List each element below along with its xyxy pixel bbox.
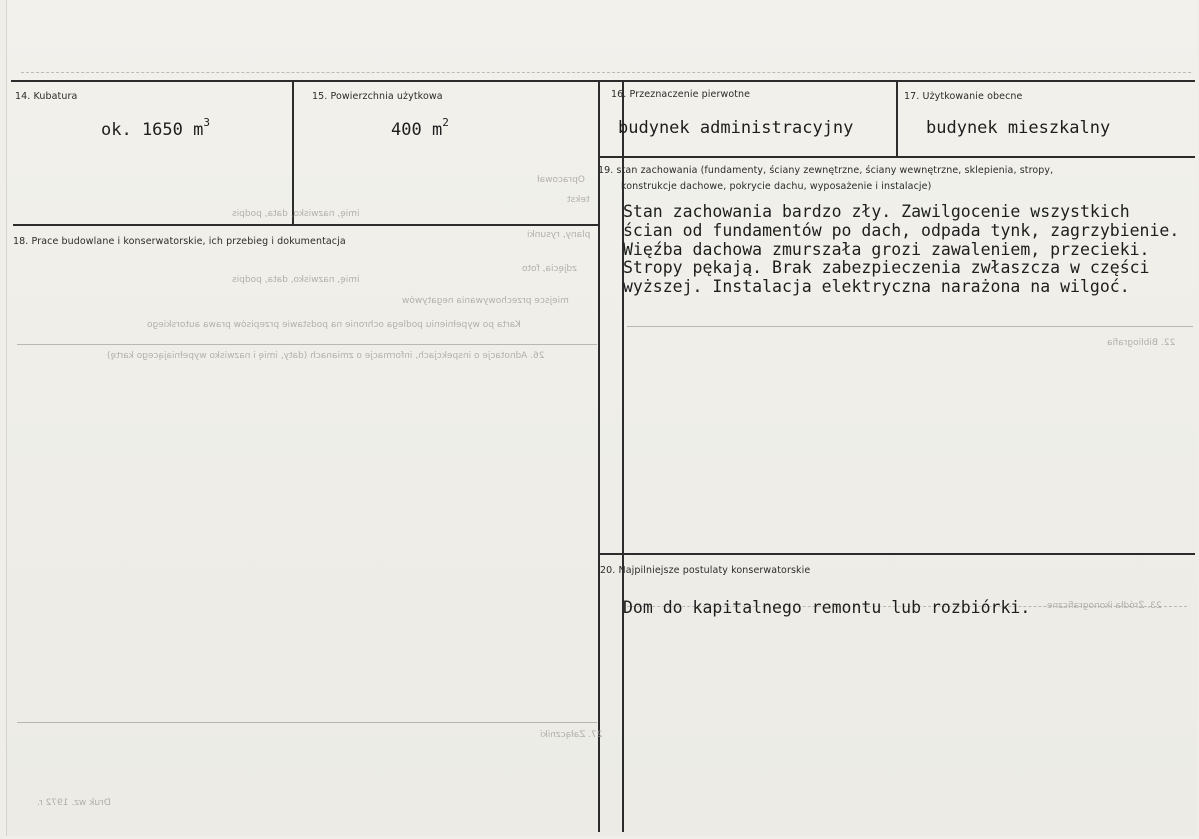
ghost-zdjecia: zdjęcia, foto [522,264,577,274]
rule-above-18 [13,224,598,226]
faint-line-19 [627,326,1193,327]
record-card [6,0,1197,836]
ghost-druk-wzor: Druk wz. 1972 r. [37,798,111,808]
kubatura-label: 14. Kubatura [15,91,78,102]
divider-14-15 [292,81,294,225]
ghost-zalaczniki: 27. Załączniki [540,730,603,740]
ghost-plany: plany, rysunki [527,230,591,240]
prace-label: 18. Prace budowlane i konserwatorskie, ich przebieg i dokumentacja [13,236,346,247]
przeznaczenie-label: 16. Przeznaczenie pierwotne [611,89,751,100]
ghost-bibliografia: 22. Bibliografia [1107,338,1176,348]
stan-label-line1: 19. stan zachowania (fundamenty, ściany zewnętrzne, ściany wewnętrzne, sklepienia, stropy, [598,165,1054,176]
rule-above-19 [598,156,1195,158]
postulaty-label: 20. Najpilniejsze postulaty konserwatorskie [600,565,811,576]
powierzchnia-label: 15. Powierzchnia użytkowa [312,91,443,102]
powierzchnia-value: 400 $m^2$ [391,116,449,140]
top-dashed-line [21,72,1191,73]
ghost-karta: Karta po wypełnieniu podlega ochronie na podstawie przepisów prawa autorskiego [147,320,521,330]
uzytkowanie-value: budynek mieszkalny [926,118,1111,138]
ghost-imie-2: imię, nazwisko, data, podpis [232,275,360,285]
stan-text: Stan zachowania bardzo zły. Zawilgocenie wszystkich ścian od fundamentów po dach, odpada tynk, zagrzybienie. Więźba dachowa zmurszała grozi zawaleniem, przecieki. Stropy pękają. Brak zabezpieczenia zwłaszcza w części wyższej. Instalacja elektryczna narażona na wilgoć. [623,202,1180,297]
ghost-zrodla: 23. Źródła ikonograficzne [1047,601,1162,611]
ghost-opracowal: Opracował [537,175,585,185]
postulaty-value: Dom do kapitalnego remontu lub rozbiórki. [623,598,1031,617]
divider-16-17 [896,81,898,157]
ghost-miejsce: miejsce przechowywania negatywów [402,296,569,306]
center-divider [598,80,600,832]
inner-center-divider [622,80,624,832]
rule-above-20 [598,553,1195,555]
uzytkowanie-label: 17. Użytkowanie obecne [904,91,1023,102]
ghost-tekst: tekst [567,195,590,205]
przeznaczenie-value: budynek administracyjny [618,118,854,138]
ghost-imie-1: imię, nazwisko, data, podpis [232,209,360,219]
top-rule [11,80,1195,82]
ghost-adnotacje: 26. Adnotacje o inspekcjach, informacje o zmianach (daty, imię i nazwisko wypełniającego kartę) [107,351,545,361]
stan-label-line2: konstrukcje dachowe, pokrycie dachu, wyposażenie i instalacje) [621,181,932,192]
faint-line-left-2 [17,722,597,723]
faint-line-left-1 [17,344,597,345]
kubatura-value: ok. 1650 $m^3$ [101,116,210,140]
